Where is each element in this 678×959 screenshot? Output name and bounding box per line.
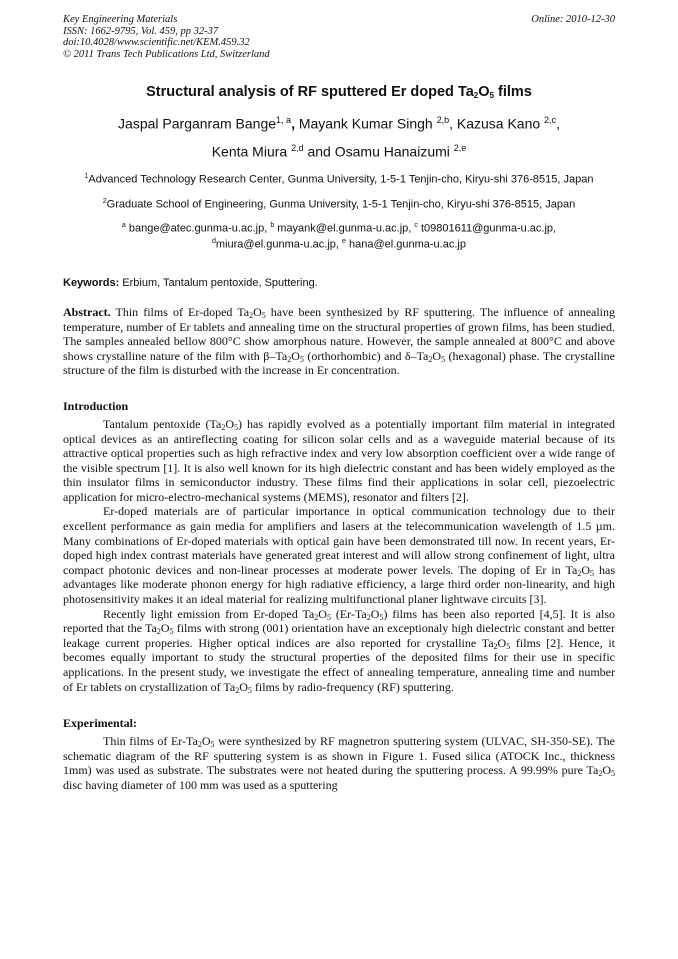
ta2o5-formula: $_2O_5$ bbox=[366, 606, 384, 622]
paragraph: Recently light emission from Er-doped $Ta_2O_5$ $(Er-Ta_2O_5)$ films has been also reported [4,5]. It is also reported that the $Ta_2O_5$ films with strong (001) orientation have an exceptionaly high dielectric constant and better leakage current properies. Higher optical indices are also reported for crystalline $Ta_2O_5$ films [2]. Hence, it becomes equally important to study the structural properties of the deposited films for their use in specific applications. In the present study, we investigate the effect of annealing temperature, annealing time and number of Er tablets on crystallization of $Ta_2O_5$ films by radio-frequency (RF) sputtering. bbox=[63, 606, 616, 695]
affiliation-2: $^2$Graduate School of Engineering, Gunma University, 1-5-1 Tenjin-cho, Kiryu-shi 376-8515, Japan bbox=[102, 197, 576, 211]
ta2o5-formula: $_2O_5$ bbox=[314, 606, 331, 622]
doi-line: doi:10.4028/www.scientific.net/KEM.459.32 bbox=[63, 37, 250, 48]
email-link: bange@atec.gunma-u.ac.jp, bbox=[125, 222, 271, 235]
email-link: hana@el.gunma-u.ac.jp bbox=[345, 238, 466, 251]
author-name: Mayank Kumar Singh bbox=[294, 115, 437, 132]
author-name: and Osamu Hanaizumi bbox=[303, 143, 454, 160]
paragraph: Thin films of $Er-Ta_2O_5$ were synthesized by RF magnetron sputtering system (ULVAC, SH-350-SE). The schematic diagram of the RF sputtering system is as shown in Figure 1. Fused silica (ATOCK Inc., thickness 1mm) was used as substrate. The substrates were not heated during the sputtering process. A 99.99% pure $Ta_2O_5$ disc having diameter of 100 mm was used as a sputtering bbox=[63, 734, 616, 792]
affiliation-1: $^1$Advanced Technology Research Center, Gunma University, 1-5-1 Tenjin-cho, Kiryu-shi 376-8515, Japan bbox=[84, 173, 594, 186]
author-name: Kenta Miura bbox=[211, 143, 292, 160]
ta2o5-formula: $_2O_5$ bbox=[598, 763, 615, 779]
ta2o5-formula: $_2O_5$ bbox=[287, 348, 304, 364]
paper-title: Structural analysis of RF sputtered Er doped $Ta_2O_5$ films bbox=[146, 84, 532, 100]
paragraph: Er-doped materials are of particular importance in optical communication technology due to their excellent performance as gain media for amplifiers and lasers at the telecommunication wavelength of 1.5 µm. Many combinations of Er-doped materials with optical gain have been demonstrated till now. In recent years, Er-doped high index contrast materials have generated great interest and will allow strong confinement of light, ultra compact photonic devices and non-linear processes at moderate power levels. The doping of Er in $Ta_2O_5$ has advantages like moderate phonon energy for high radiative efficiency, a large third order non-linearity, and high photosensitivity makes it an ideal material for realizing multifunctional planer lightwave circuits [3]. bbox=[63, 504, 615, 607]
copyright-line: © 2011 Trans Tech Publications Ltd, Switzerland bbox=[63, 48, 270, 60]
introduction-text bbox=[63, 417, 615, 694]
ta2o5-formula: $_2O_5$ bbox=[197, 734, 215, 750]
section-heading-experimental: Experimental: bbox=[63, 716, 137, 731]
ta2o5-formula: $_2O_5$ bbox=[428, 348, 446, 364]
ta2o5-formula: $_2O_5$ bbox=[249, 304, 266, 320]
author-name: Jaspal Parganram Bange bbox=[118, 115, 277, 132]
author-list: Jaspal Parganram Bange$^{1, a}$, Mayank Kumar Singh $^{2,b}$, Kazusa Kano $^{2,c}$, Kenta Miura $^{2,d}$ and Osamu Hanaizumi $^{2,e}$ bbox=[118, 115, 560, 160]
author-emails: $^a$ bange@atec.gunma-u.ac.jp, $^b$ mayank@el.gunma-u.ac.jp, $^c$ t09801611@gunma-u.ac.jp, $^d$miura@el.gunma-u.ac.jp, $^e$ hana@el.gunma-u.ac.jp bbox=[121, 221, 557, 251]
experimental-text bbox=[63, 734, 615, 792]
ta2o5-formula: $_2O_5$ bbox=[221, 416, 238, 432]
ta2o5-formula: $_2O_5$ bbox=[156, 621, 174, 637]
keywords: Keywords: Erbium, Tantalum pentoxide, Sputtering. bbox=[63, 276, 318, 289]
paper-page bbox=[63, 14, 615, 793]
journal-header bbox=[63, 14, 615, 60]
author-name: Kazusa Kano bbox=[452, 115, 545, 132]
email-link: mayank@el.gunma-u.ac.jp, bbox=[274, 222, 415, 235]
section-heading-introduction: Introduction bbox=[63, 398, 129, 413]
ta2o5-formula: $_2O_5$ bbox=[493, 635, 511, 651]
ta2o5-formula: $_2O_5$ bbox=[235, 679, 252, 695]
abstract: Abstract. Thin films of Er-doped $Ta_2O_5$ have been synthesized by RF sputtering. The influence of annealing temperature, number of Er tablets and annealing time on the structural properties of grown films, has been studied. The samples annealed bellow 800°C show amorphous nature. However, the sample annealed at 800°C and above shows crystalline nature of the film with $\beta-Ta_2O_5$ (orthorhombic) and $\delta-Ta_2O_5$ (hexagonal) phase. The crystalline structure of the film is disturbed with the increase in Er concentration. bbox=[63, 304, 616, 378]
online-date: Online: 2010-12-30 bbox=[531, 14, 615, 25]
ta2o5-formula: $_2O_5$ bbox=[577, 562, 595, 578]
email-link: t09801611@gunma-u.ac.jp, bbox=[417, 222, 557, 235]
journal-name: Key Engineering Materials bbox=[63, 14, 178, 25]
issn-line: ISSN: 1662-9795, Vol. 459, pp 32-37 bbox=[63, 25, 219, 37]
email-link: miura@el.gunma-u.ac.jp, bbox=[215, 238, 343, 251]
paragraph: Tantalum pentoxide $(Ta_2O_5)$ has rapidly evolved as a potentially important film material in integrated optical devices as an antireflecting coating for silicon solar cells and as a waveguide material because of its attractive optical properties such as high refractive index and very low absorption coefficient over a wide range of the visible spectrum [1]. It is also well known for its high dielectric constant and has been widely employed as the thin insulator films in semiconductor industry. These films find their applications in solar cell, piezoelectric application for micro-electro-mechanical systems (MEMS), resonator and filters [2]. bbox=[63, 416, 616, 504]
